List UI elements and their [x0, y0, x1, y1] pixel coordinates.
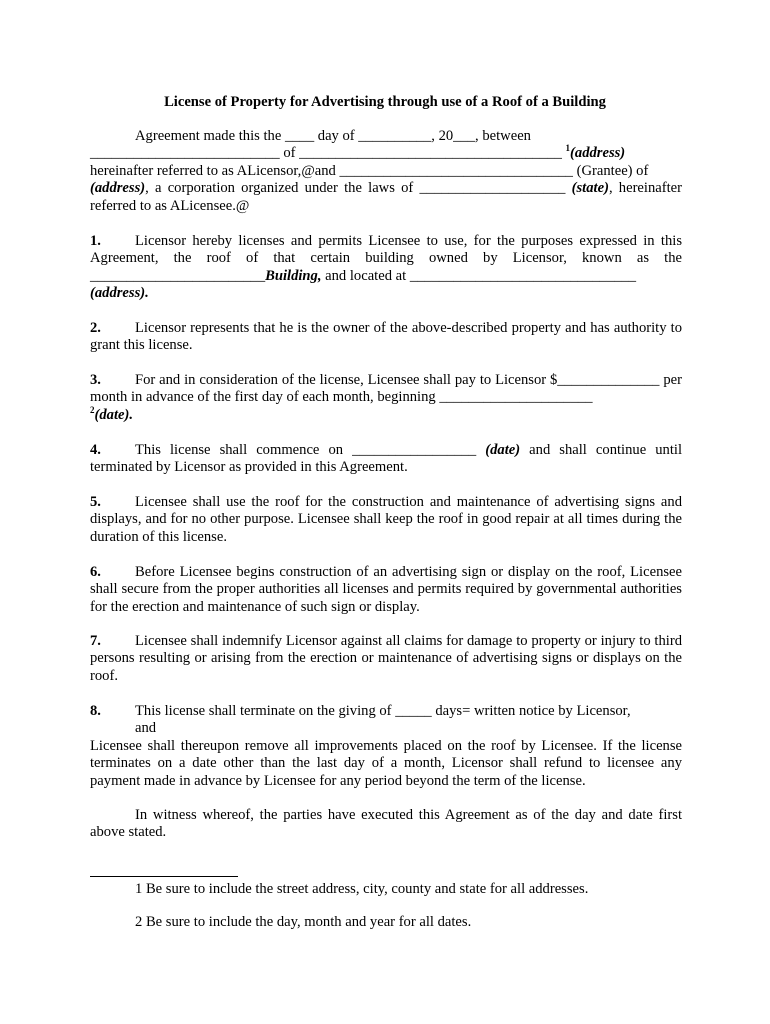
- footnote-1: 1 Be sure to include the street address, city, county and state for all addresses.: [135, 881, 589, 897]
- intro-line-3: hereinafter referred to as ALicensor,@and ________________________________ (Grantee) of: [90, 162, 649, 179]
- section-number: 3.: [90, 372, 101, 388]
- section-number: 2.: [90, 320, 101, 336]
- section-7: 7. Licensee shall indemnify Licensor against all claims for damage to property or injury to third persons resulting or arising from the erection or maintenance of advertising signs or displays on the roof.: [90, 633, 682, 684]
- section-4: 4. This license shall commence on _________________ (date) and shall continue until terminated by Licensor as provided in this Agreement.: [90, 442, 682, 476]
- footnote-2: 2 Be sure to include the day, month and year for all dates.: [135, 914, 472, 930]
- intro-line-1: Agreement made this the ____ day of __________, 20___, between: [135, 128, 531, 144]
- section-number: 6.: [90, 564, 101, 580]
- witness-clause: In witness whereof, the parties have executed this Agreement as of the day and date first above stated.: [90, 807, 682, 841]
- section-number: 8.: [90, 703, 101, 719]
- section-2: 2. Licensor represents that he is the owner of the above-described property and has authority to grant this license.: [90, 320, 682, 354]
- section-number: 5.: [90, 494, 101, 510]
- address-placeholder: (address): [570, 145, 626, 162]
- section-8-body: Licensee shall thereupon remove all improvements placed on the roof by Licensee. If the license terminates on a date other than the last day of a month, Licensor shall refund to licensee any payment made in advance by Licensee for any period beyond the term of the license.: [90, 737, 682, 789]
- section-number: 7.: [90, 633, 101, 649]
- section-5: 5. Licensee shall use the roof for the construction and maintenance of advertising signs and displays, and for no other purpose. Licensee shall keep the roof in good repair at all times during the duration of this license.: [90, 494, 682, 545]
- footnote-ref-1: 1: [565, 143, 571, 154]
- intro-line-4: (address), a corporation organized under the laws of ____________________ (state), hereinafter referred to as ALicensee.@: [90, 180, 682, 214]
- date-placeholder: (date).: [94, 406, 133, 423]
- section-number: 1.: [90, 233, 101, 249]
- section-8-line-2: and: [135, 720, 157, 737]
- section-6: 6. Before Licensee begins construction of an advertising sign or display on the roof, Licensee shall secure from the proper authorities all licenses and permits required by governmental authorities for the erection and maintenance of such sign or display.: [90, 564, 682, 615]
- section-8-line-1: 8. This license shall terminate on the giving of _____ days= written notice by Licensor,: [90, 703, 631, 719]
- footnote-separator: [90, 876, 238, 877]
- address-placeholder: (address).: [90, 285, 149, 302]
- section-8: [90, 703, 682, 790]
- intro-paragraph: [90, 128, 682, 215]
- section-number: 4.: [90, 442, 101, 458]
- intro-line-2: __________________________ of ____________________________________ $^1$(address): [90, 143, 626, 162]
- section-1: 1. Licensor hereby licenses and permits Licensee to use, for the purposes expressed in this Agreement, the roof of that certain building owned by Licensor, known as the ________________________Building, and located at _______________________________ (address).: [90, 233, 682, 302]
- footnote-ref-2: 2: [90, 404, 95, 415]
- document-title: License of Property for Advertising through use of a Roof of a Building: [164, 94, 606, 110]
- section-3: 3. For and in consideration of the license, Licensee shall pay to Licensor $______________ per month in advance of the first day of each month, beginning _____________________ $^2$(date).: [90, 372, 682, 423]
